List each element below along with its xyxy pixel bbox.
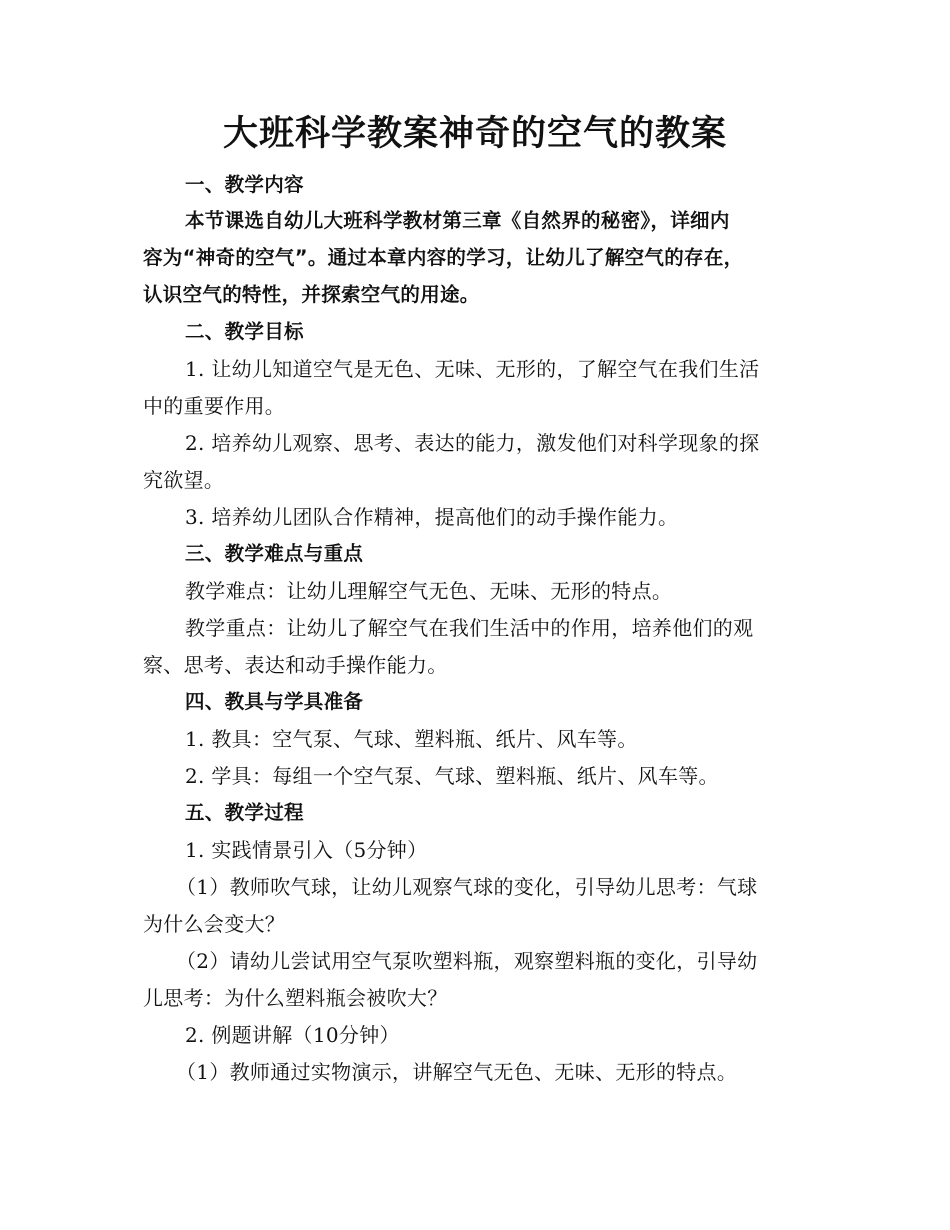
paragraph-line: 3. 培养幼儿团队合作精神，提高他们的动手操作能力。 — [185, 505, 679, 529]
paragraph-line: 教学重点：让幼儿了解空气在我们生活中的作用，培养他们的观 — [185, 616, 754, 640]
paragraph-line: 教学难点：让幼儿理解空气无色、无味、无形的特点。 — [185, 579, 673, 603]
document-title: 大班科学教案神奇的空气的教案 — [222, 113, 727, 154]
section-heading: 一、教学内容 — [185, 173, 304, 196]
paragraph-line: 本节课选自幼儿大班科学教材第三章《自然界的秘密》，详细内 — [185, 209, 730, 232]
paragraph-line: 认识空气的特性，并探索空气的用途。 — [143, 283, 480, 306]
paragraph-line: （1）教师通过实物演示，讲解空气无色、无味、无形的特点。 — [176, 1060, 738, 1084]
paragraph-line: 究欲望。 — [143, 468, 225, 492]
paragraph-line: 1. 教具：空气泵、气球、塑料瓶、纸片、风车等。 — [185, 727, 638, 751]
paragraph-line: 1. 实践情景引入（5分钟） — [185, 838, 428, 862]
section-heading: 二、教学目标 — [185, 320, 304, 343]
paragraph-line: （1）教师吹气球，让幼儿观察气球的变化，引导幼儿思考：气球 — [176, 875, 758, 899]
section-heading: 三、教学难点与重点 — [185, 542, 364, 565]
paragraph-line: 容为“神奇的空气”。通过本章内容的学习，让幼儿了解空气的存在， — [143, 246, 744, 269]
paragraph-line: 察、思考、表达和动手操作能力。 — [143, 653, 448, 677]
paragraph-line: （2）请幼儿尝试用空气泵吹塑料瓶，观察塑料瓶的变化，引导幼 — [176, 949, 758, 973]
paragraph-line: 2. 例题讲解（10分钟） — [185, 1023, 400, 1047]
section-heading: 四、教具与学具准备 — [185, 690, 364, 713]
section-heading: 五、教学过程 — [185, 801, 304, 824]
paragraph-line: 中的重要作用。 — [143, 394, 286, 418]
paragraph-line: 1. 让幼儿知道空气是无色、无味、无形的，了解空气在我们生活 — [185, 357, 760, 381]
paragraph-line: 为什么会变大？ — [143, 912, 286, 936]
paragraph-line: 儿思考：为什么塑料瓶会被吹大？ — [143, 986, 448, 1010]
paragraph-line: 2. 学具：每组一个空气泵、气球、塑料瓶、纸片、风车等。 — [185, 764, 719, 788]
paragraph-line: 2. 培养幼儿观察、思考、表达的能力，激发他们对科学现象的探 — [185, 431, 760, 455]
